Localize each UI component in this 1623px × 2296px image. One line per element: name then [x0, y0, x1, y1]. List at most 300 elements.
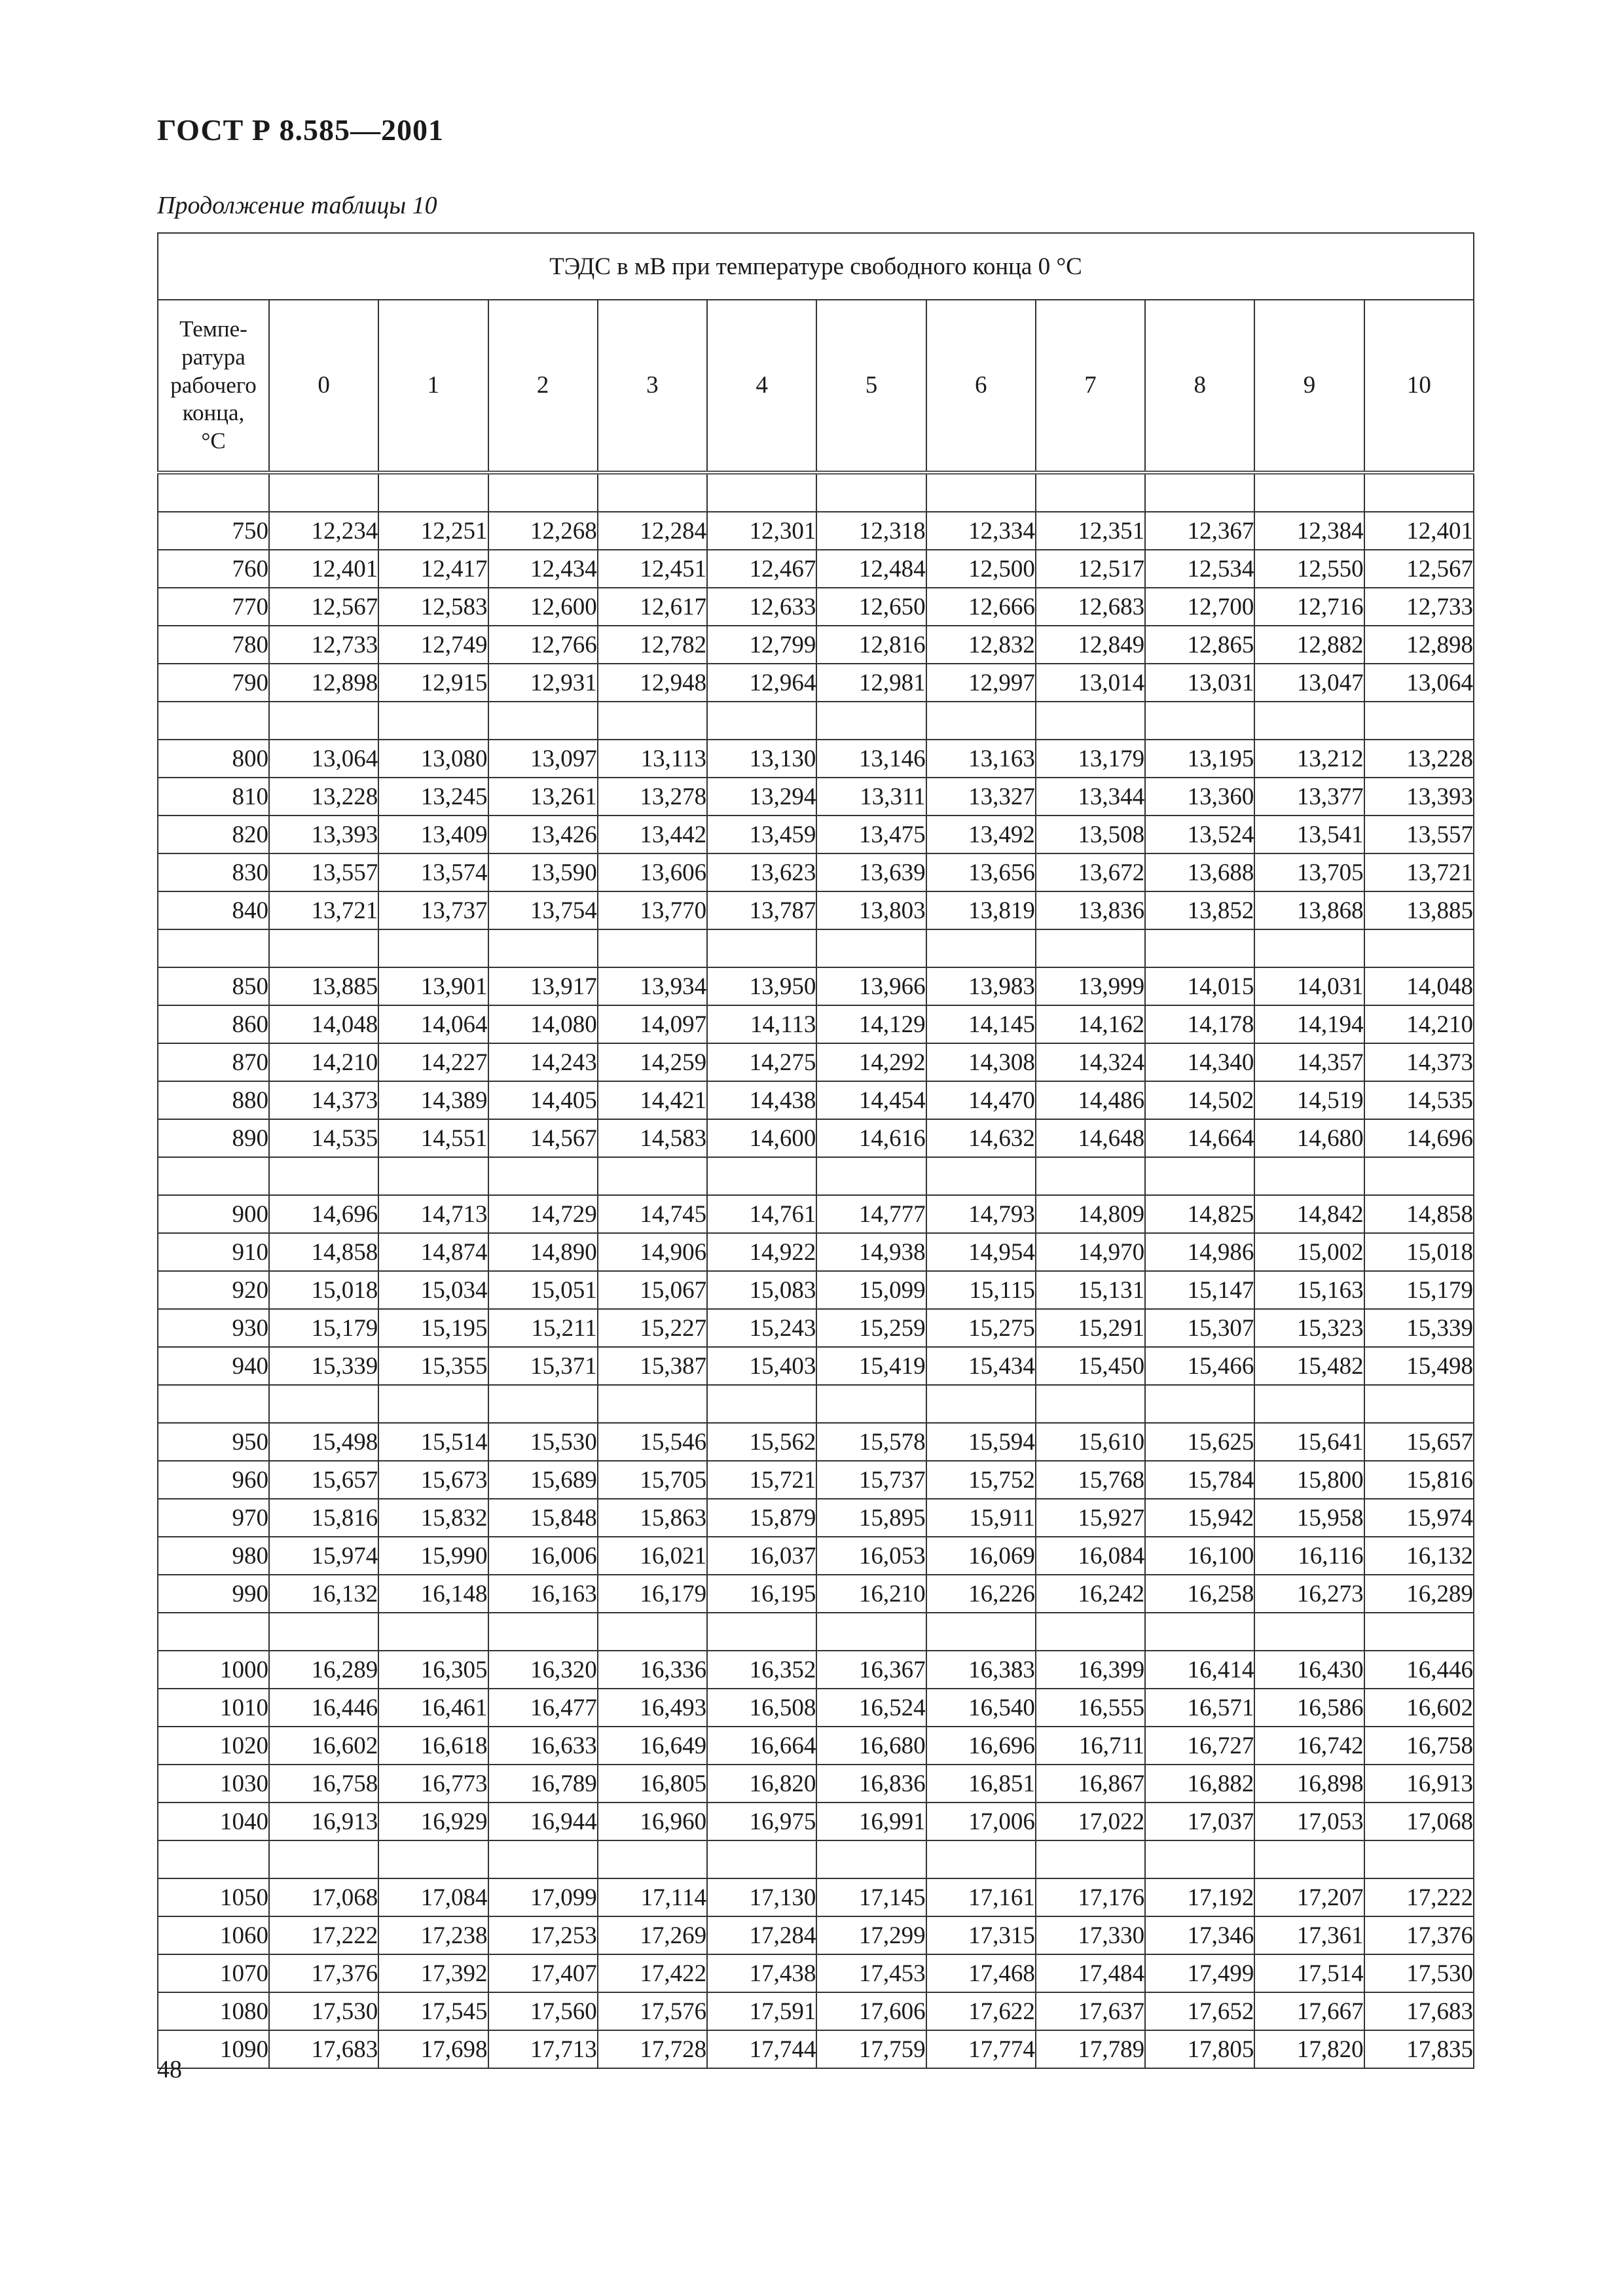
emf-value-cell: 15,227 [598, 1309, 707, 1347]
table-row [158, 891, 1474, 929]
temperature-cell: 1080 [158, 1992, 269, 2030]
page-number: 48 [157, 2056, 182, 2083]
emf-value-cell: 14,357 [1254, 1043, 1364, 1081]
table-row [158, 1689, 1474, 1727]
emf-value-cell: 13,541 [1254, 816, 1364, 853]
group-spacer-row [158, 1613, 1474, 1651]
emf-value-cell: 15,752 [926, 1461, 1036, 1499]
emf-value-cell: 15,051 [488, 1271, 598, 1309]
empty-cell [1145, 1613, 1254, 1651]
emf-value-cell: 13,917 [488, 967, 598, 1005]
emf-value-cell: 17,376 [269, 1954, 378, 1992]
emf-value-cell: 13,261 [488, 778, 598, 816]
emf-value-cell: 14,210 [269, 1043, 378, 1081]
emf-value-cell: 16,148 [378, 1575, 488, 1613]
empty-cell [1036, 1840, 1145, 1878]
emf-value-cell: 12,517 [1036, 550, 1145, 588]
emf-value-cell: 15,784 [1145, 1461, 1254, 1499]
emf-value-cell: 15,942 [1145, 1499, 1254, 1537]
empty-cell [269, 1840, 378, 1878]
empty-cell [1254, 473, 1364, 512]
emf-value-cell: 13,754 [488, 891, 598, 929]
emf-value-cell: 14,113 [707, 1005, 816, 1043]
temperature-cell: 1060 [158, 1916, 269, 1954]
emf-value-cell: 14,922 [707, 1233, 816, 1271]
emf-value-cell: 12,384 [1254, 512, 1364, 550]
empty-cell [598, 1840, 707, 1878]
emf-value-cell: 17,774 [926, 2030, 1036, 2068]
empty-cell [1254, 929, 1364, 967]
emf-value-cell: 15,863 [598, 1499, 707, 1537]
emf-value-cell: 17,606 [816, 1992, 926, 2030]
emf-value-cell: 16,352 [707, 1651, 816, 1689]
empty-cell [158, 473, 269, 512]
emf-value-cell: 15,211 [488, 1309, 598, 1347]
emf-value-cell: 14,048 [269, 1005, 378, 1043]
emf-value-cell: 14,809 [1036, 1195, 1145, 1233]
emf-value-cell: 14,567 [488, 1119, 598, 1157]
emf-value-cell: 17,545 [378, 1992, 488, 2030]
emf-value-cell: 15,291 [1036, 1309, 1145, 1347]
empty-cell [1036, 702, 1145, 740]
emf-value-cell: 13,590 [488, 853, 598, 891]
temperature-cell: 770 [158, 588, 269, 626]
emf-value-cell: 14,178 [1145, 1005, 1254, 1043]
emf-value-cell: 16,179 [598, 1575, 707, 1613]
emf-value-cell: 17,207 [1254, 1878, 1364, 1916]
temperature-cell: 850 [158, 967, 269, 1005]
emf-value-cell: 15,482 [1254, 1347, 1364, 1385]
emf-value-cell: 15,018 [1364, 1233, 1474, 1271]
emf-value-cell: 12,334 [926, 512, 1036, 550]
emf-value-cell: 14,438 [707, 1081, 816, 1119]
emf-value-cell: 13,656 [926, 853, 1036, 891]
empty-cell [1254, 1385, 1364, 1423]
emf-value-cell: 15,002 [1254, 1233, 1364, 1271]
emf-value-cell: 12,898 [269, 664, 378, 702]
emf-value-cell: 15,147 [1145, 1271, 1254, 1309]
temperature-cell: 760 [158, 550, 269, 588]
table-row [158, 1423, 1474, 1461]
temperature-cell: 890 [158, 1119, 269, 1157]
empty-cell [1364, 702, 1474, 740]
emf-value-cell: 13,721 [269, 891, 378, 929]
emf-value-cell: 12,417 [378, 550, 488, 588]
temperature-cell: 1070 [158, 1954, 269, 1992]
emf-value-cell: 13,064 [1364, 664, 1474, 702]
group-spacer-row [158, 473, 1474, 512]
emf-value-cell: 14,486 [1036, 1081, 1145, 1119]
emf-value-cell: 15,339 [1364, 1309, 1474, 1347]
emf-value-cell: 16,602 [269, 1727, 378, 1765]
emf-value-cell: 17,192 [1145, 1878, 1254, 1916]
emf-value-cell: 13,737 [378, 891, 488, 929]
empty-cell [926, 1385, 1036, 1423]
emf-value-cell: 14,551 [378, 1119, 488, 1157]
emf-value-cell: 17,652 [1145, 1992, 1254, 2030]
emf-value-cell: 12,733 [1364, 588, 1474, 626]
empty-cell [488, 929, 598, 967]
emf-value-cell: 17,114 [598, 1878, 707, 1916]
emf-value-cell: 17,006 [926, 1803, 1036, 1840]
emf-value-cell: 17,422 [598, 1954, 707, 1992]
emf-value-cell: 16,461 [378, 1689, 488, 1727]
emf-value-cell: 17,299 [816, 1916, 926, 1954]
emf-value-cell: 16,493 [598, 1689, 707, 1727]
emf-value-cell: 15,099 [816, 1271, 926, 1309]
empty-cell [1036, 473, 1145, 512]
emf-value-cell: 16,084 [1036, 1537, 1145, 1575]
emf-value-cell: 15,816 [1364, 1461, 1474, 1499]
emf-value-cell: 14,793 [926, 1195, 1036, 1233]
emf-value-cell: 13,212 [1254, 740, 1364, 778]
emf-value-cell: 14,210 [1364, 1005, 1474, 1043]
temperature-cell: 900 [158, 1195, 269, 1233]
column-header: 1 [378, 300, 488, 473]
emf-value-cell: 14,048 [1364, 967, 1474, 1005]
emf-value-cell: 13,803 [816, 891, 926, 929]
emf-value-cell: 14,583 [598, 1119, 707, 1157]
emf-value-cell: 15,067 [598, 1271, 707, 1309]
emf-value-cell: 17,253 [488, 1916, 598, 1954]
temperature-cell: 750 [158, 512, 269, 550]
emf-value-cell: 13,623 [707, 853, 816, 891]
temperature-cell: 960 [158, 1461, 269, 1499]
table-row [158, 1081, 1474, 1119]
emf-value-cell: 12,434 [488, 550, 598, 588]
emf-value-cell: 13,475 [816, 816, 926, 853]
emf-value-cell: 13,228 [269, 778, 378, 816]
emf-value-cell: 14,729 [488, 1195, 598, 1233]
emf-value-cell: 17,576 [598, 1992, 707, 2030]
emf-value-cell: 12,567 [1364, 550, 1474, 588]
table-row [158, 1119, 1474, 1157]
emf-value-cell: 12,251 [378, 512, 488, 550]
emf-value-cell: 17,022 [1036, 1803, 1145, 1840]
emf-value-cell: 15,387 [598, 1347, 707, 1385]
emf-value-cell: 16,540 [926, 1689, 1036, 1727]
emf-value-cell: 12,915 [378, 664, 488, 702]
emf-value-cell: 17,037 [1145, 1803, 1254, 1840]
emf-value-cell: 16,633 [488, 1727, 598, 1765]
empty-cell [158, 702, 269, 740]
emf-value-cell: 12,401 [269, 550, 378, 588]
emf-value-cell: 15,419 [816, 1347, 926, 1385]
emf-value-cell: 16,367 [816, 1651, 926, 1689]
emf-value-cell: 12,301 [707, 512, 816, 550]
temperature-cell: 780 [158, 626, 269, 664]
table-row [158, 1954, 1474, 1992]
table-head [158, 233, 1474, 473]
emf-value-cell: 16,664 [707, 1727, 816, 1765]
column-header: 4 [707, 300, 816, 473]
emf-value-cell: 14,227 [378, 1043, 488, 1081]
empty-cell [707, 702, 816, 740]
temp-header-line: °С [201, 428, 226, 454]
emf-value-cell: 16,586 [1254, 1689, 1364, 1727]
emf-value-cell: 13,442 [598, 816, 707, 853]
emf-value-cell: 13,393 [1364, 778, 1474, 816]
emf-value-cell: 13,574 [378, 853, 488, 891]
emf-value-cell: 12,849 [1036, 626, 1145, 664]
emf-value-cell: 12,766 [488, 626, 598, 664]
emf-value-cell: 14,162 [1036, 1005, 1145, 1043]
table-row [158, 1916, 1474, 1954]
empty-cell [816, 702, 926, 740]
emf-value-cell: 12,733 [269, 626, 378, 664]
emf-value-cell: 15,705 [598, 1461, 707, 1499]
emf-value-cell: 17,499 [1145, 1954, 1254, 1992]
table-row [158, 1461, 1474, 1499]
emf-value-cell: 13,508 [1036, 816, 1145, 853]
emf-value-cell: 15,530 [488, 1423, 598, 1461]
emf-value-cell: 16,789 [488, 1765, 598, 1803]
empty-cell [1364, 473, 1474, 512]
emf-value-cell: 13,606 [598, 853, 707, 891]
emf-value-cell: 14,097 [598, 1005, 707, 1043]
empty-cell [707, 1613, 816, 1651]
emf-value-cell: 14,954 [926, 1233, 1036, 1271]
empty-cell [269, 1385, 378, 1423]
emf-value-cell: 16,414 [1145, 1651, 1254, 1689]
emf-value-cell: 15,832 [378, 1499, 488, 1537]
emf-value-cell: 13,377 [1254, 778, 1364, 816]
emf-value-cell: 12,749 [378, 626, 488, 664]
emf-value-cell: 15,657 [1364, 1423, 1474, 1461]
emf-value-cell: 17,053 [1254, 1803, 1364, 1840]
emf-value-cell: 15,721 [707, 1461, 816, 1499]
emf-value-cell: 13,836 [1036, 891, 1145, 929]
empty-cell [378, 1157, 488, 1195]
emf-value-cell: 16,116 [1254, 1537, 1364, 1575]
emf-value-cell: 13,146 [816, 740, 926, 778]
empty-cell [269, 929, 378, 967]
column-header: 5 [816, 300, 926, 473]
emf-value-cell: 15,179 [1364, 1271, 1474, 1309]
group-spacer-row [158, 1385, 1474, 1423]
table-row [158, 626, 1474, 664]
group-spacer-row [158, 702, 1474, 740]
emf-value-cell: 13,885 [269, 967, 378, 1005]
emf-value-cell: 12,782 [598, 626, 707, 664]
emf-value-cell: 16,021 [598, 1537, 707, 1575]
group-spacer-row [158, 1840, 1474, 1878]
table-row [158, 1575, 1474, 1613]
emf-value-cell: 15,450 [1036, 1347, 1145, 1385]
emf-value-cell: 12,600 [488, 588, 598, 626]
table-row [158, 1727, 1474, 1765]
emf-value-cell: 14,600 [707, 1119, 816, 1157]
emf-value-cell: 13,409 [378, 816, 488, 853]
emf-value-cell: 15,514 [378, 1423, 488, 1461]
emf-value-cell: 16,226 [926, 1575, 1036, 1613]
emf-value-cell: 14,308 [926, 1043, 1036, 1081]
emf-value-cell: 12,716 [1254, 588, 1364, 626]
emf-value-cell: 16,210 [816, 1575, 926, 1613]
empty-cell [1254, 1613, 1364, 1651]
empty-cell [598, 702, 707, 740]
empty-cell [1036, 929, 1145, 967]
emf-value-cell: 12,683 [1036, 588, 1145, 626]
emf-value-cell: 17,407 [488, 1954, 598, 1992]
emf-value-cell: 16,773 [378, 1765, 488, 1803]
emf-value-cell: 17,683 [269, 2030, 378, 2068]
emf-value-cell: 13,097 [488, 740, 598, 778]
emf-value-cell: 17,145 [816, 1878, 926, 1916]
emf-value-cell: 16,758 [269, 1765, 378, 1803]
emf-value-cell: 15,018 [269, 1271, 378, 1309]
emf-value-cell: 17,713 [488, 2030, 598, 2068]
emf-value-cell: 14,080 [488, 1005, 598, 1043]
emf-value-cell: 14,986 [1145, 1233, 1254, 1271]
column-header: 10 [1364, 300, 1474, 473]
emf-value-cell: 12,367 [1145, 512, 1254, 550]
emf-value-cell: 14,292 [816, 1043, 926, 1081]
emf-value-cell: 15,466 [1145, 1347, 1254, 1385]
emf-value-cell: 15,307 [1145, 1309, 1254, 1347]
empty-cell [1145, 1840, 1254, 1878]
empty-cell [158, 1840, 269, 1878]
empty-cell [378, 1385, 488, 1423]
emf-value-cell: 13,705 [1254, 853, 1364, 891]
emf-value-cell: 14,858 [269, 1233, 378, 1271]
emf-value-cell: 13,885 [1364, 891, 1474, 929]
emf-value-cell: 17,376 [1364, 1916, 1474, 1954]
group-spacer-row [158, 929, 1474, 967]
emf-value-cell: 13,934 [598, 967, 707, 1005]
temperature-cell: 910 [158, 1233, 269, 1271]
table-row [158, 1005, 1474, 1043]
empty-cell [1364, 1840, 1474, 1878]
table-row [158, 1651, 1474, 1689]
empty-cell [816, 1840, 926, 1878]
emf-value-cell: 13,770 [598, 891, 707, 929]
emf-value-cell: 12,351 [1036, 512, 1145, 550]
empty-cell [816, 1157, 926, 1195]
emf-value-cell: 14,454 [816, 1081, 926, 1119]
table-row [158, 816, 1474, 853]
emf-value-cell: 14,906 [598, 1233, 707, 1271]
emf-value-cell: 17,591 [707, 1992, 816, 2030]
emf-value-cell: 13,787 [707, 891, 816, 929]
emf-value-cell: 16,913 [1364, 1765, 1474, 1803]
emf-value-cell: 17,744 [707, 2030, 816, 2068]
emf-value-cell: 15,339 [269, 1347, 378, 1385]
emf-value-cell: 14,777 [816, 1195, 926, 1233]
emf-value-cell: 15,403 [707, 1347, 816, 1385]
emf-value-cell: 15,498 [269, 1423, 378, 1461]
emf-value-cell: 17,099 [488, 1878, 598, 1916]
emf-value-cell: 16,758 [1364, 1727, 1474, 1765]
temperature-cell: 920 [158, 1271, 269, 1309]
table-row [158, 1271, 1474, 1309]
emf-value-cell: 16,305 [378, 1651, 488, 1689]
emf-value-cell: 16,929 [378, 1803, 488, 1840]
emf-value-cell: 14,696 [269, 1195, 378, 1233]
emf-value-cell: 17,683 [1364, 1992, 1474, 2030]
emf-value-cell: 12,550 [1254, 550, 1364, 588]
table-row [158, 664, 1474, 702]
emf-value-cell: 17,222 [1364, 1878, 1474, 1916]
emf-value-cell: 13,721 [1364, 853, 1474, 891]
emf-value-cell: 14,680 [1254, 1119, 1364, 1157]
emf-value-cell: 14,064 [378, 1005, 488, 1043]
emf-value-cell: 14,129 [816, 1005, 926, 1043]
emf-value-cell: 17,805 [1145, 2030, 1254, 2068]
empty-cell [269, 702, 378, 740]
emf-value-cell: 14,745 [598, 1195, 707, 1233]
emf-value-cell: 13,344 [1036, 778, 1145, 816]
table-row [158, 1878, 1474, 1916]
emf-value-cell: 13,983 [926, 967, 1036, 1005]
emf-value-cell: 15,243 [707, 1309, 816, 1347]
temperature-cell: 830 [158, 853, 269, 891]
empty-cell [1036, 1613, 1145, 1651]
emf-value-cell: 15,355 [378, 1347, 488, 1385]
emf-value-cell: 17,453 [816, 1954, 926, 1992]
emf-value-cell: 15,131 [1036, 1271, 1145, 1309]
empty-cell [707, 1840, 816, 1878]
emf-value-cell: 13,113 [598, 740, 707, 778]
emf-value-cell: 17,284 [707, 1916, 816, 1954]
emf-value-cell: 16,867 [1036, 1765, 1145, 1803]
emf-value-cell: 17,392 [378, 1954, 488, 1992]
empty-cell [926, 1157, 1036, 1195]
table-row [158, 1499, 1474, 1537]
temperature-cell: 1020 [158, 1727, 269, 1765]
column-header: 0 [269, 300, 378, 473]
emf-value-cell: 15,974 [269, 1537, 378, 1575]
emf-value-cell: 14,194 [1254, 1005, 1364, 1043]
emf-value-cell: 15,034 [378, 1271, 488, 1309]
empty-cell [488, 473, 598, 512]
table-row [158, 1233, 1474, 1271]
emf-value-cell: 16,132 [1364, 1537, 1474, 1575]
emf-value-cell: 17,468 [926, 1954, 1036, 1992]
empty-cell [1364, 1385, 1474, 1423]
emf-value-cell: 15,179 [269, 1309, 378, 1347]
empty-cell [488, 1157, 598, 1195]
emf-value-cell: 13,047 [1254, 664, 1364, 702]
emf-value-cell: 17,238 [378, 1916, 488, 1954]
emf-value-cell: 15,498 [1364, 1347, 1474, 1385]
emf-value-cell: 17,330 [1036, 1916, 1145, 1954]
emf-value-cell: 14,373 [269, 1081, 378, 1119]
emf-value-cell: 14,632 [926, 1119, 1036, 1157]
emf-value-cell: 16,602 [1364, 1689, 1474, 1727]
emf-value-cell: 16,446 [269, 1689, 378, 1727]
emf-value-cell: 12,865 [1145, 626, 1254, 664]
empty-cell [816, 1613, 926, 1651]
column-header: 7 [1036, 300, 1145, 473]
emf-value-cell: 14,275 [707, 1043, 816, 1081]
emf-value-cell: 12,882 [1254, 626, 1364, 664]
emf-value-cell: 15,371 [488, 1347, 598, 1385]
emf-value-cell: 16,258 [1145, 1575, 1254, 1613]
emf-value-cell: 16,680 [816, 1727, 926, 1765]
emf-value-cell: 13,852 [1145, 891, 1254, 929]
emf-value-cell: 13,228 [1364, 740, 1474, 778]
emf-value-cell: 14,243 [488, 1043, 598, 1081]
emf-value-cell: 13,130 [707, 740, 816, 778]
empty-cell [926, 929, 1036, 967]
emf-value-cell: 13,688 [1145, 853, 1254, 891]
emf-value-cell: 16,991 [816, 1803, 926, 1840]
emf-value-cell: 12,451 [598, 550, 707, 588]
emf-value-cell: 15,323 [1254, 1309, 1364, 1347]
emf-value-cell: 16,913 [269, 1803, 378, 1840]
temperature-cell: 820 [158, 816, 269, 853]
